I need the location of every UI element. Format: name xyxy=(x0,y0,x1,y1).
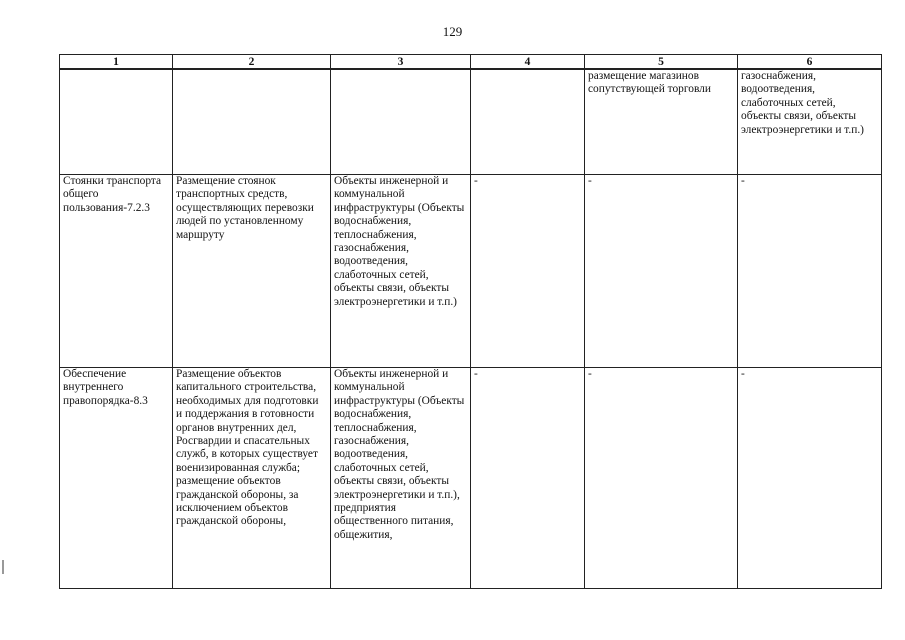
cell-col6: - xyxy=(738,368,882,589)
table-header-row xyxy=(60,55,882,70)
cell-col4 xyxy=(471,69,585,175)
column-header-6: 6 xyxy=(738,55,882,70)
cell-auxiliary-uses xyxy=(331,69,471,175)
table-row xyxy=(60,175,882,368)
cell-col4: - xyxy=(471,175,585,368)
column-header-3: 3 xyxy=(331,55,471,70)
cell-col5: - xyxy=(585,368,738,589)
cell-auxiliary-uses: Объекты инженерной и коммунальной инфраструктуры (Объекты водоснабжения, теплоснабжения, газоснабжения, водоотведения, слаботочных сетей, объекты связи, объекты электроэнергетики и т.п.) xyxy=(331,175,471,368)
cell-description xyxy=(173,69,331,175)
cell-col6: - xyxy=(738,175,882,368)
column-header-5: 5 xyxy=(585,55,738,70)
cell-use-type: Стоянки транспорта общего пользования-7.2.3 xyxy=(60,175,173,368)
table-row xyxy=(60,368,882,589)
cell-col4: - xyxy=(471,368,585,589)
scan-margin-mark xyxy=(2,560,4,574)
cell-auxiliary-uses: Объекты инженерной и коммунальной инфраструктуры (Объекты водоснабжения, теплоснабжения, газоснабжения, водоотведения, слаботочных сетей, объекты связи, объекты электроэнергетики и т.п.), предприятия общественного питания, общежития, xyxy=(331,368,471,589)
regulations-table xyxy=(59,54,882,589)
cell-description: Размещение объектов капитального строительства, необходимых для подготовки и поддержания в готовности органов внутренних дел, Росгвардии и спасательных служб, в которых существует военизированная служба; размещение объектов гражданской обороны, за исключением объектов гражданской обороны, xyxy=(173,368,331,589)
cell-use-type: Обеспечение внутреннего правопорядка-8.3 xyxy=(60,368,173,589)
column-header-2: 2 xyxy=(173,55,331,70)
cell-col5: - xyxy=(585,175,738,368)
column-header-4: 4 xyxy=(471,55,585,70)
page-number: 129 xyxy=(442,24,463,39)
cell-use-type xyxy=(60,69,173,175)
cell-description: Размещение стоянок транспортных средств, осуществляющих перевозки людей по установленному маршруту xyxy=(173,175,331,368)
column-header-1: 1 xyxy=(60,55,173,70)
cell-col5: размещение магазинов сопутствующей торговли xyxy=(585,69,738,175)
cell-col6: газоснабжения, водоотведения, слаботочных сетей, объекты связи, объекты электроэнергетики и т.п.) xyxy=(738,69,882,175)
table-row xyxy=(60,69,882,175)
